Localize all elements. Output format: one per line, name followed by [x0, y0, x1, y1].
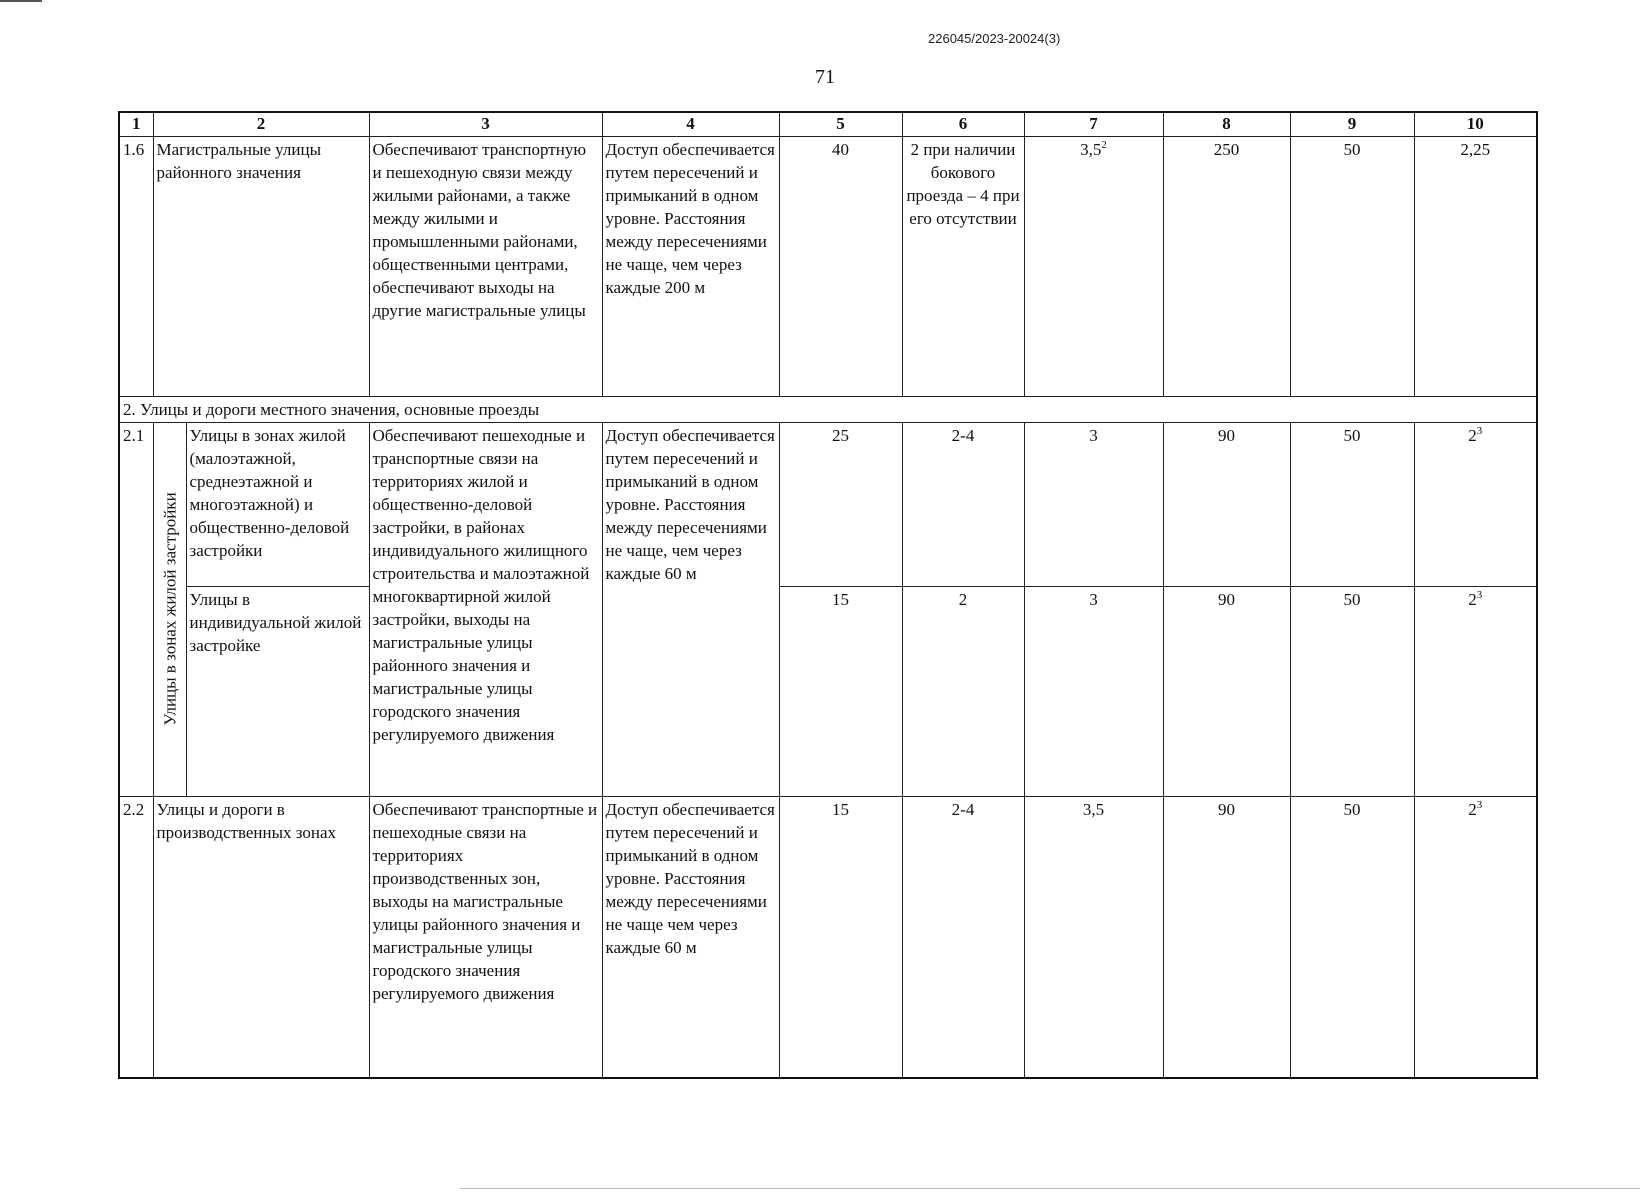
footnote-ref: 3 [1476, 798, 1483, 811]
header-cell: 5 [779, 112, 902, 136]
sidewalk-width: 2,25 [1414, 136, 1537, 396]
table-row-2-1-b [119, 586, 1537, 796]
street-category: Улицы в зонах жилой (малоэтажной, среднеэтажной и многоэтажной) и общественно-деловой застройки [186, 422, 369, 586]
min-curve-radius: 250 [1163, 136, 1290, 396]
footnote-ref: 3 [1476, 588, 1483, 601]
table-row-1-6 [119, 136, 1537, 396]
max-grade: 50 [1290, 586, 1414, 796]
sidewalk-width [1414, 796, 1537, 1078]
section-heading: 2. Улицы и дороги местного значения, основные проезды [119, 396, 1537, 422]
min-curve-radius: 90 [1163, 422, 1290, 586]
sidewalk-width-value: 2 [1468, 425, 1477, 445]
lane-count: 2 при наличии бокового проезда – 4 при его отсутствии [902, 136, 1024, 396]
lane-width: 3 [1024, 422, 1163, 586]
header-row [119, 112, 1537, 136]
design-speed: 15 [779, 586, 902, 796]
street-access: Доступ обеспечивается путем пересечений и примыканий в одном уровне. Расстояния между пересечениями не чаще, чем через каждые 200 м [602, 136, 779, 396]
row-number: 2.1 [119, 422, 153, 796]
scan-edge-mark [0, 0, 42, 2]
row-number: 2.2 [119, 796, 153, 1078]
table-row-2-2 [119, 796, 1537, 1078]
group-label: Улицы в зонах жилой застройки [160, 492, 179, 726]
header-cell: 2 [153, 112, 369, 136]
max-grade: 50 [1290, 796, 1414, 1078]
row-number: 1.6 [119, 136, 153, 396]
section-heading-row [119, 396, 1537, 422]
lane-count: 2 [902, 586, 1024, 796]
header-cell: 7 [1024, 112, 1163, 136]
lane-width: 3 [1024, 586, 1163, 796]
design-speed: 25 [779, 422, 902, 586]
sidewalk-width [1414, 586, 1537, 796]
page-number: 71 [815, 66, 835, 88]
header-cell: 3 [369, 112, 602, 136]
max-grade: 50 [1290, 136, 1414, 396]
street-access: Доступ обеспечивается путем пересечений и примыканий в одном уровне. Расстояния между пересечениями не чаще, чем через каждые 60 м [602, 422, 779, 796]
street-purpose: Обеспечивают транспортную и пешеходную связи между жилыми районами, а также между жилыми и промышленными районами, общественными центрами, обеспечивают выходы на другие магистральные улицы [369, 136, 602, 396]
lane-width [1024, 136, 1163, 396]
header-cell: 8 [1163, 112, 1290, 136]
lane-width: 3,5 [1024, 796, 1163, 1078]
header-cell: 4 [602, 112, 779, 136]
header-cell: 1 [119, 112, 153, 136]
header-cell: 10 [1414, 112, 1537, 136]
footnote-ref: 2 [1101, 138, 1107, 151]
sidewalk-width [1414, 422, 1537, 586]
street-purpose: Обеспечивают транспортные и пешеходные связи на территориях производственных зон, выходы на магистральные улицы районного значения и магистральные улицы городского значения регулируемого движения [369, 796, 602, 1078]
design-speed: 40 [779, 136, 902, 396]
sidewalk-width-value: 2 [1468, 799, 1477, 819]
max-grade: 50 [1290, 422, 1414, 586]
table-row-2-1-a [119, 422, 1537, 586]
street-purpose: Обеспечивают пешеходные и транспортные связи на территориях жилой и общественно-деловой застройки, в районах индивидуального жилищного строительства и малоэтажной многоквартирной жилой застройки, выходы на магистральные улицы районного значения и магистральные улицы городского значения регулируемого движения [369, 422, 602, 796]
street-category: Улицы и дороги в производственных зонах [153, 796, 369, 1078]
scan-bottom-artifact [460, 1188, 1640, 1189]
design-speed: 15 [779, 796, 902, 1078]
header-cell: 6 [902, 112, 1024, 136]
street-classification-table [118, 111, 1538, 1079]
lane-count: 2-4 [902, 796, 1024, 1078]
header-cell: 9 [1290, 112, 1414, 136]
street-category: Магистральные улицы районного значения [153, 136, 369, 396]
street-category: Улицы в индивидуальной жилой застройке [186, 586, 369, 796]
sidewalk-width-value: 2 [1468, 589, 1477, 609]
lane-count: 2-4 [902, 422, 1024, 586]
footnote-ref: 3 [1476, 424, 1483, 437]
document-registration-number: 226045/2023-20024(3) [928, 31, 1061, 46]
group-label-cell [153, 422, 186, 796]
street-access: Доступ обеспечивается путем пересечений и примыканий в одном уровне. Расстояния между пересечениями не чаще чем через каждые 60 м [602, 796, 779, 1078]
lane-width-value: 3,5 [1080, 139, 1102, 159]
min-curve-radius: 90 [1163, 586, 1290, 796]
min-curve-radius: 90 [1163, 796, 1290, 1078]
